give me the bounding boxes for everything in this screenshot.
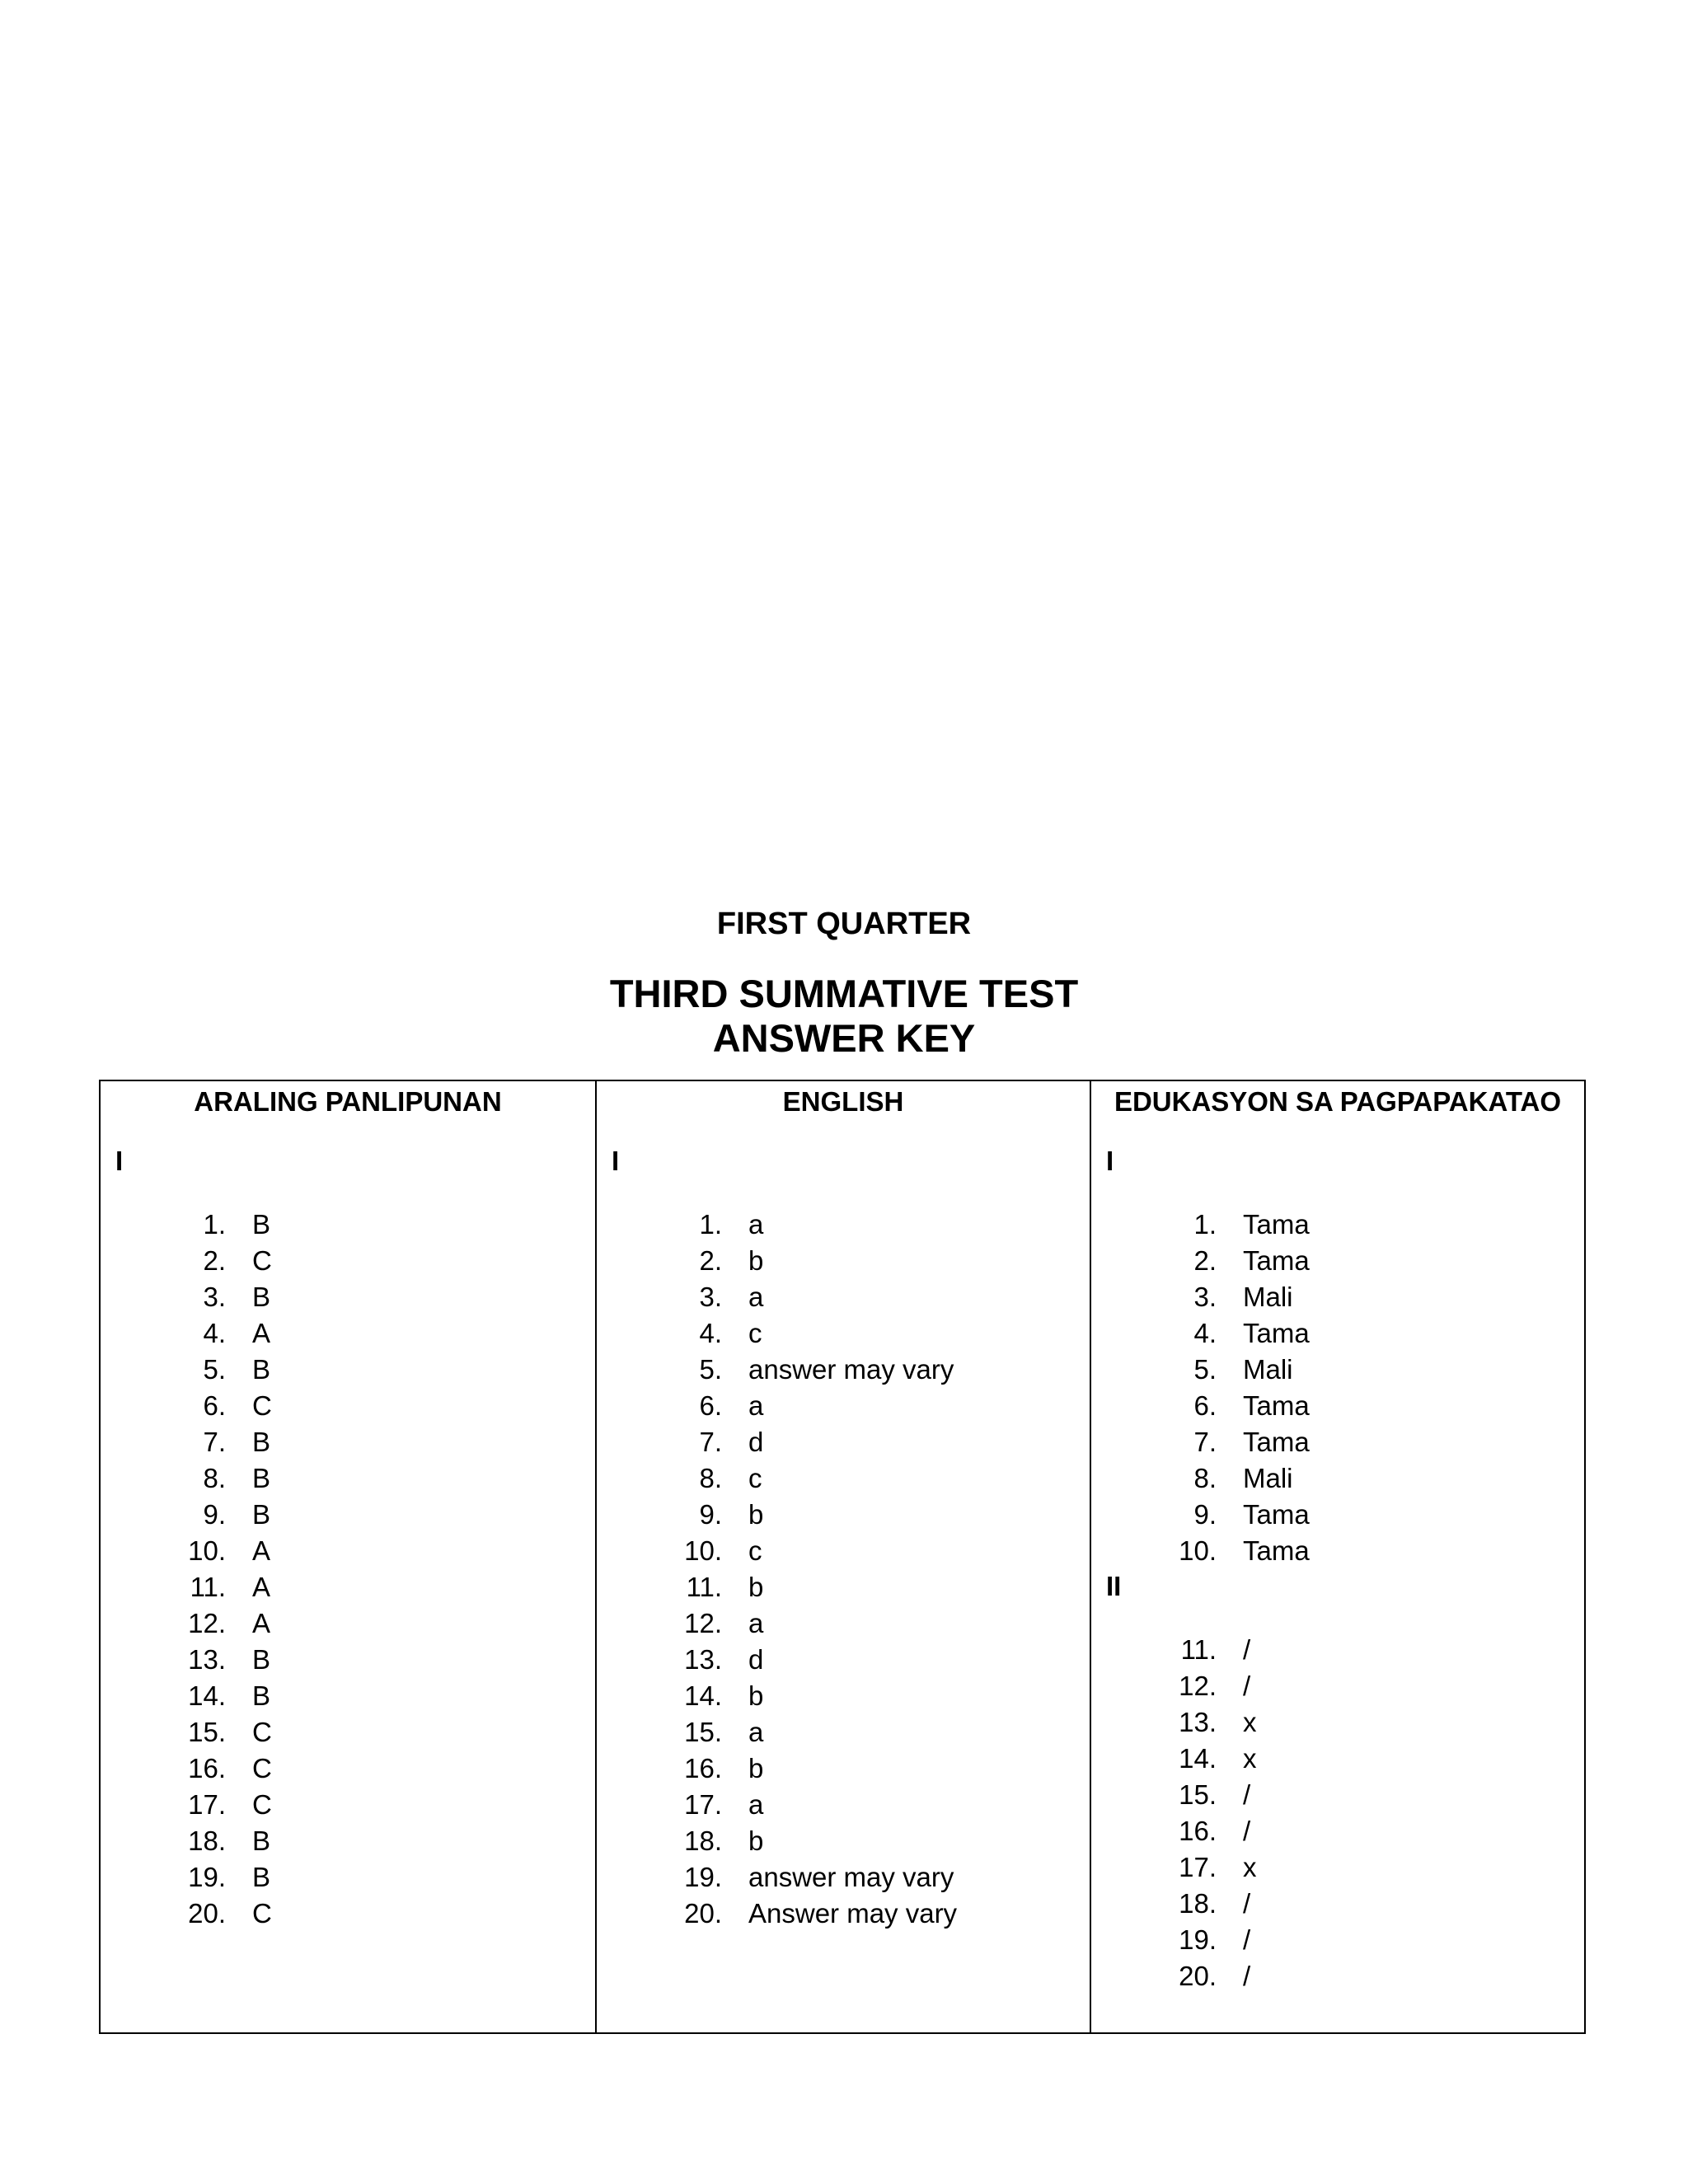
item-number: 19. xyxy=(188,1862,226,1892)
item-number: 16. xyxy=(188,1753,226,1783)
answer-item xyxy=(1091,1279,1553,1315)
item-number: 12. xyxy=(1179,1671,1217,1701)
item-number: 16. xyxy=(684,1753,722,1783)
answer-item xyxy=(1091,1813,1553,1849)
item-number: 1. xyxy=(1193,1209,1217,1240)
answer-item xyxy=(597,1823,1058,1859)
item-answer: c xyxy=(748,1535,762,1566)
item-number: 2. xyxy=(203,1245,226,1276)
item-number: 20. xyxy=(1179,1961,1217,1991)
answer-item xyxy=(1091,1704,1553,1741)
item-number: 7. xyxy=(699,1427,722,1457)
section-label: II xyxy=(1106,1571,1122,1601)
answer-item xyxy=(101,1279,562,1315)
item-number: 15. xyxy=(1179,1779,1217,1810)
item-answer: Tama xyxy=(1243,1499,1310,1530)
answer-item xyxy=(1091,1243,1553,1279)
item-answer: b xyxy=(748,1680,764,1711)
item-answer: C xyxy=(252,1245,272,1276)
item-answer: B xyxy=(252,1354,271,1385)
answer-item xyxy=(597,1678,1058,1714)
answer-item xyxy=(101,1243,562,1279)
item-number: 5. xyxy=(1193,1354,1217,1385)
answer-item xyxy=(1091,1777,1553,1813)
column-header: EDUKASYON SA PAGPAPAKATAO xyxy=(1114,1086,1562,1117)
answer-item xyxy=(1091,1741,1553,1777)
item-answer: B xyxy=(252,1680,271,1711)
item-number: 3. xyxy=(699,1282,722,1312)
answer-item xyxy=(1091,1388,1553,1424)
item-answer: a xyxy=(748,1390,764,1421)
answer-item xyxy=(597,1207,1058,1243)
item-answer: Tama xyxy=(1243,1535,1310,1566)
item-number: 14. xyxy=(1179,1743,1217,1774)
item-answer: a xyxy=(748,1209,764,1240)
answer-item xyxy=(101,1714,562,1750)
answer-item xyxy=(597,1896,1058,1932)
item-number: 7. xyxy=(1193,1427,1217,1457)
item-answer: a xyxy=(748,1608,764,1638)
item-number: 14. xyxy=(684,1680,722,1711)
answer-item xyxy=(597,1424,1058,1460)
item-answer: / xyxy=(1243,1816,1251,1846)
item-answer: answer may vary xyxy=(748,1862,954,1892)
answer-item xyxy=(101,1896,562,1932)
item-number: 1. xyxy=(699,1209,722,1240)
item-number: 4. xyxy=(699,1318,722,1348)
item-number: 9. xyxy=(699,1499,722,1530)
answer-item xyxy=(597,1533,1058,1569)
item-answer: B xyxy=(252,1499,271,1530)
item-number: 15. xyxy=(684,1717,722,1747)
item-answer: C xyxy=(252,1390,272,1421)
answer-list xyxy=(597,1207,1058,1932)
item-answer: A xyxy=(252,1608,271,1638)
item-number: 12. xyxy=(684,1608,722,1638)
item-number: 13. xyxy=(684,1644,722,1675)
item-number: 17. xyxy=(188,1789,226,1820)
item-answer: B xyxy=(252,1862,271,1892)
item-number: 1. xyxy=(203,1209,226,1240)
section-label: I xyxy=(115,1146,124,1176)
item-number: 14. xyxy=(188,1680,226,1711)
answer-item xyxy=(597,1569,1058,1605)
item-number: 6. xyxy=(699,1390,722,1421)
answer-item xyxy=(597,1460,1058,1497)
answer-item xyxy=(101,1497,562,1533)
answer-item xyxy=(101,1569,562,1605)
item-answer: B xyxy=(252,1209,271,1240)
item-answer: C xyxy=(252,1789,272,1820)
item-answer: Answer may vary xyxy=(748,1898,958,1929)
item-number: 18. xyxy=(684,1825,722,1856)
item-answer: C xyxy=(252,1898,272,1929)
answer-item xyxy=(1091,1849,1553,1886)
column-header: ENGLISH xyxy=(782,1086,904,1117)
item-number: 7. xyxy=(203,1427,226,1457)
answer-item xyxy=(1091,1922,1553,1958)
item-answer: Tama xyxy=(1243,1245,1310,1276)
answer-item xyxy=(597,1787,1058,1823)
answer-item xyxy=(101,1787,562,1823)
answer-item xyxy=(101,1605,562,1642)
item-number: 2. xyxy=(1193,1245,1217,1276)
answer-item xyxy=(1091,1424,1553,1460)
answer-item xyxy=(597,1714,1058,1750)
item-number: 2. xyxy=(699,1245,722,1276)
item-answer: c xyxy=(748,1463,762,1493)
item-number: 13. xyxy=(1179,1707,1217,1737)
item-answer: A xyxy=(252,1535,271,1566)
item-answer: answer may vary xyxy=(748,1354,954,1385)
item-answer: a xyxy=(748,1789,764,1820)
column-english xyxy=(595,1081,1090,2032)
answer-item xyxy=(1091,1207,1553,1243)
item-number: 11. xyxy=(190,1572,226,1602)
item-answer: a xyxy=(748,1282,764,1312)
item-answer: / xyxy=(1243,1671,1251,1701)
answer-item xyxy=(101,1315,562,1352)
item-number: 10. xyxy=(1179,1535,1217,1566)
item-number: 17. xyxy=(684,1789,722,1820)
item-answer: A xyxy=(252,1318,271,1348)
answer-item xyxy=(1091,1460,1553,1497)
item-number: 5. xyxy=(699,1354,722,1385)
answer-item xyxy=(1091,1497,1553,1533)
item-number: 13. xyxy=(188,1644,226,1675)
item-answer: A xyxy=(252,1572,271,1602)
answer-item xyxy=(101,1859,562,1896)
answer-item xyxy=(1091,1315,1553,1352)
answer-item xyxy=(597,1352,1058,1388)
item-number: 11. xyxy=(686,1572,722,1602)
item-answer: b xyxy=(748,1753,764,1783)
test-title: THIRD SUMMATIVE TEST xyxy=(609,972,1079,1015)
item-number: 8. xyxy=(203,1463,226,1493)
section-label: I xyxy=(1106,1146,1114,1176)
item-answer: C xyxy=(252,1717,272,1747)
answer-item xyxy=(1091,1886,1553,1922)
column-araling-panlipunan xyxy=(101,1081,595,2032)
answer-item xyxy=(101,1460,562,1497)
item-answer: x xyxy=(1243,1743,1257,1774)
answer-item xyxy=(597,1388,1058,1424)
answer-item xyxy=(101,1533,562,1569)
answer-item xyxy=(597,1605,1058,1642)
item-answer: a xyxy=(748,1717,764,1747)
item-answer: b xyxy=(748,1572,764,1602)
answer-key-title: ANSWER KEY xyxy=(712,1016,976,1060)
answer-item xyxy=(1091,1668,1553,1704)
answer-item xyxy=(1091,1958,1553,1994)
answer-item xyxy=(597,1279,1058,1315)
item-answer: x xyxy=(1243,1852,1257,1882)
answer-item xyxy=(1091,1352,1553,1388)
answer-item xyxy=(101,1823,562,1859)
item-answer: B xyxy=(252,1427,271,1457)
item-answer: d xyxy=(748,1644,764,1675)
item-number: 9. xyxy=(1193,1499,1217,1530)
quarter-heading: FIRST QUARTER xyxy=(716,907,972,941)
item-number: 8. xyxy=(699,1463,722,1493)
item-number: 6. xyxy=(203,1390,226,1421)
item-number: 17. xyxy=(1179,1852,1217,1882)
item-number: 18. xyxy=(188,1825,226,1856)
item-number: 3. xyxy=(1193,1282,1217,1312)
answer-item xyxy=(101,1642,562,1678)
item-number: 10. xyxy=(188,1535,226,1566)
answer-list xyxy=(101,1207,562,1932)
item-number: 6. xyxy=(1193,1390,1217,1421)
item-answer: Tama xyxy=(1243,1427,1310,1457)
item-number: 20. xyxy=(684,1898,722,1929)
item-number: 12. xyxy=(188,1608,226,1638)
answer-item xyxy=(1091,1632,1553,1668)
item-answer: / xyxy=(1243,1634,1251,1665)
item-answer: b xyxy=(748,1499,764,1530)
item-answer: / xyxy=(1243,1961,1251,1991)
item-answer: Mali xyxy=(1243,1354,1293,1385)
item-number: 4. xyxy=(1193,1318,1217,1348)
column-header: ARALING PANLIPUNAN xyxy=(194,1086,502,1117)
item-answer: B xyxy=(252,1644,271,1675)
answer-item xyxy=(101,1424,562,1460)
item-answer: d xyxy=(748,1427,764,1457)
item-answer: x xyxy=(1243,1707,1257,1737)
item-answer: Mali xyxy=(1243,1282,1293,1312)
item-number: 8. xyxy=(1193,1463,1217,1493)
answer-item xyxy=(597,1497,1058,1533)
item-answer: B xyxy=(252,1825,271,1856)
answer-list xyxy=(1091,1632,1553,1994)
item-number: 19. xyxy=(684,1862,722,1892)
item-answer: B xyxy=(252,1282,271,1312)
item-number: 9. xyxy=(203,1499,226,1530)
item-answer: b xyxy=(748,1245,764,1276)
answer-key-table xyxy=(99,1080,1586,2034)
answer-item xyxy=(101,1750,562,1787)
item-number: 11. xyxy=(1180,1634,1217,1665)
item-answer: / xyxy=(1243,1888,1251,1919)
answer-item xyxy=(101,1678,562,1714)
answer-item xyxy=(597,1642,1058,1678)
item-answer: Tama xyxy=(1243,1390,1310,1421)
item-number: 20. xyxy=(188,1898,226,1929)
item-answer: / xyxy=(1243,1924,1251,1955)
item-answer: B xyxy=(252,1463,271,1493)
item-number: 19. xyxy=(1179,1924,1217,1955)
item-number: 15. xyxy=(188,1717,226,1747)
item-number: 18. xyxy=(1179,1888,1217,1919)
item-answer: C xyxy=(252,1753,272,1783)
item-number: 10. xyxy=(684,1535,722,1566)
answer-item xyxy=(597,1315,1058,1352)
item-answer: Tama xyxy=(1243,1209,1310,1240)
item-answer: Mali xyxy=(1243,1463,1293,1493)
answer-item xyxy=(101,1352,562,1388)
item-number: 4. xyxy=(203,1318,226,1348)
answer-item xyxy=(597,1859,1058,1896)
answer-item xyxy=(101,1207,562,1243)
answer-item xyxy=(597,1243,1058,1279)
item-answer: / xyxy=(1243,1779,1251,1810)
answer-item xyxy=(101,1388,562,1424)
answer-list xyxy=(1091,1207,1553,1569)
item-answer: c xyxy=(748,1318,762,1348)
item-number: 3. xyxy=(203,1282,226,1312)
item-answer: b xyxy=(748,1825,764,1856)
item-answer: Tama xyxy=(1243,1318,1310,1348)
answer-item xyxy=(597,1750,1058,1787)
section-label: I xyxy=(612,1146,620,1176)
column-edukasyon-sa-pagpapakatao xyxy=(1090,1081,1584,2032)
item-number: 5. xyxy=(203,1354,226,1385)
item-number: 16. xyxy=(1179,1816,1217,1846)
answer-item xyxy=(1091,1533,1553,1569)
